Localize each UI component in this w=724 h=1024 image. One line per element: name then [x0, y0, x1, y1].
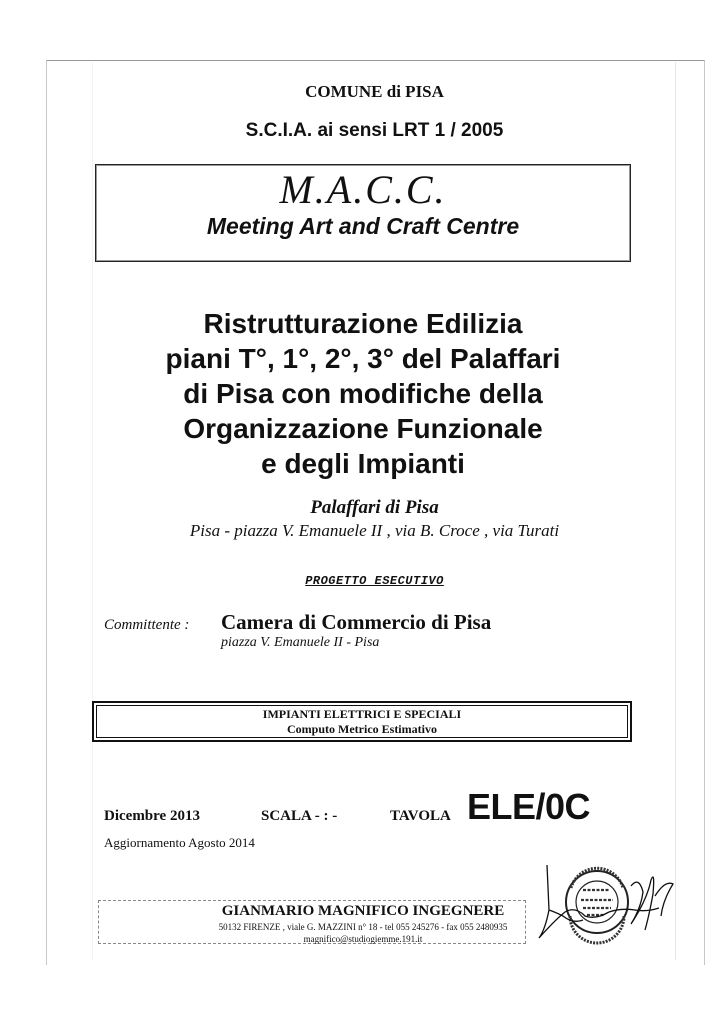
- update-note: Aggiornamento Agosto 2014: [104, 835, 255, 850]
- main-title-line: Ristrutturazione Edilizia: [203, 308, 523, 339]
- client-label: Committente :: [104, 617, 190, 633]
- project-phase: PROGETTO ESECUTIVO: [305, 574, 444, 588]
- engineer-name: GIANMARIO MAGNIFICO INGEGNERE: [221, 903, 505, 919]
- location-address: Pisa - piazza V. Emanuele II , via B. Croce , via Turati: [189, 521, 560, 540]
- main-title-line: Organizzazione Funzionale: [183, 413, 543, 444]
- sheet-code: ELE/0C: [467, 786, 591, 827]
- sheet-label: TAVOLA: [390, 808, 451, 824]
- client-name: Camera di Commercio di Pisa: [221, 610, 492, 634]
- client-address: piazza V. Emanuele II - Pisa: [221, 635, 380, 650]
- location-name: Palaffari di Pisa: [310, 497, 439, 518]
- project-acronym: M.A.C.C.: [279, 167, 447, 212]
- engineer-address: 50132 FIRENZE , viale G. MAZZINI n° 18 - tel 055 245276 - fax 055 2480935: [218, 922, 508, 932]
- main-title: [120, 306, 606, 481]
- main-title-line: e degli Impianti: [261, 448, 465, 479]
- drawing-scale: SCALA - : -: [261, 808, 338, 824]
- main-title-line: piani T°, 1°, 2°, 3° del Palaffari: [165, 343, 561, 374]
- engineer-email: magnifico@studiogiemme.191.it: [303, 934, 423, 944]
- handwritten-signature: [539, 865, 673, 938]
- main-title-line: di Pisa con modifiche della: [183, 378, 543, 409]
- document-date: Dicembre 2013: [104, 808, 200, 824]
- scia-heading: S.C.I.A. ai sensi LRT 1 / 2005: [245, 120, 504, 141]
- professional-seal: [566, 868, 628, 943]
- project-full-name: Meeting Art and Craft Centre: [206, 213, 520, 239]
- section-title: IMPIANTI ELETTRICI E SPECIALI: [262, 707, 462, 721]
- signature-stamp: [535, 850, 705, 950]
- section-subtitle: Computo Metrico Estimativo: [287, 722, 437, 736]
- municipality-heading: COMUNE di PISA: [305, 82, 444, 101]
